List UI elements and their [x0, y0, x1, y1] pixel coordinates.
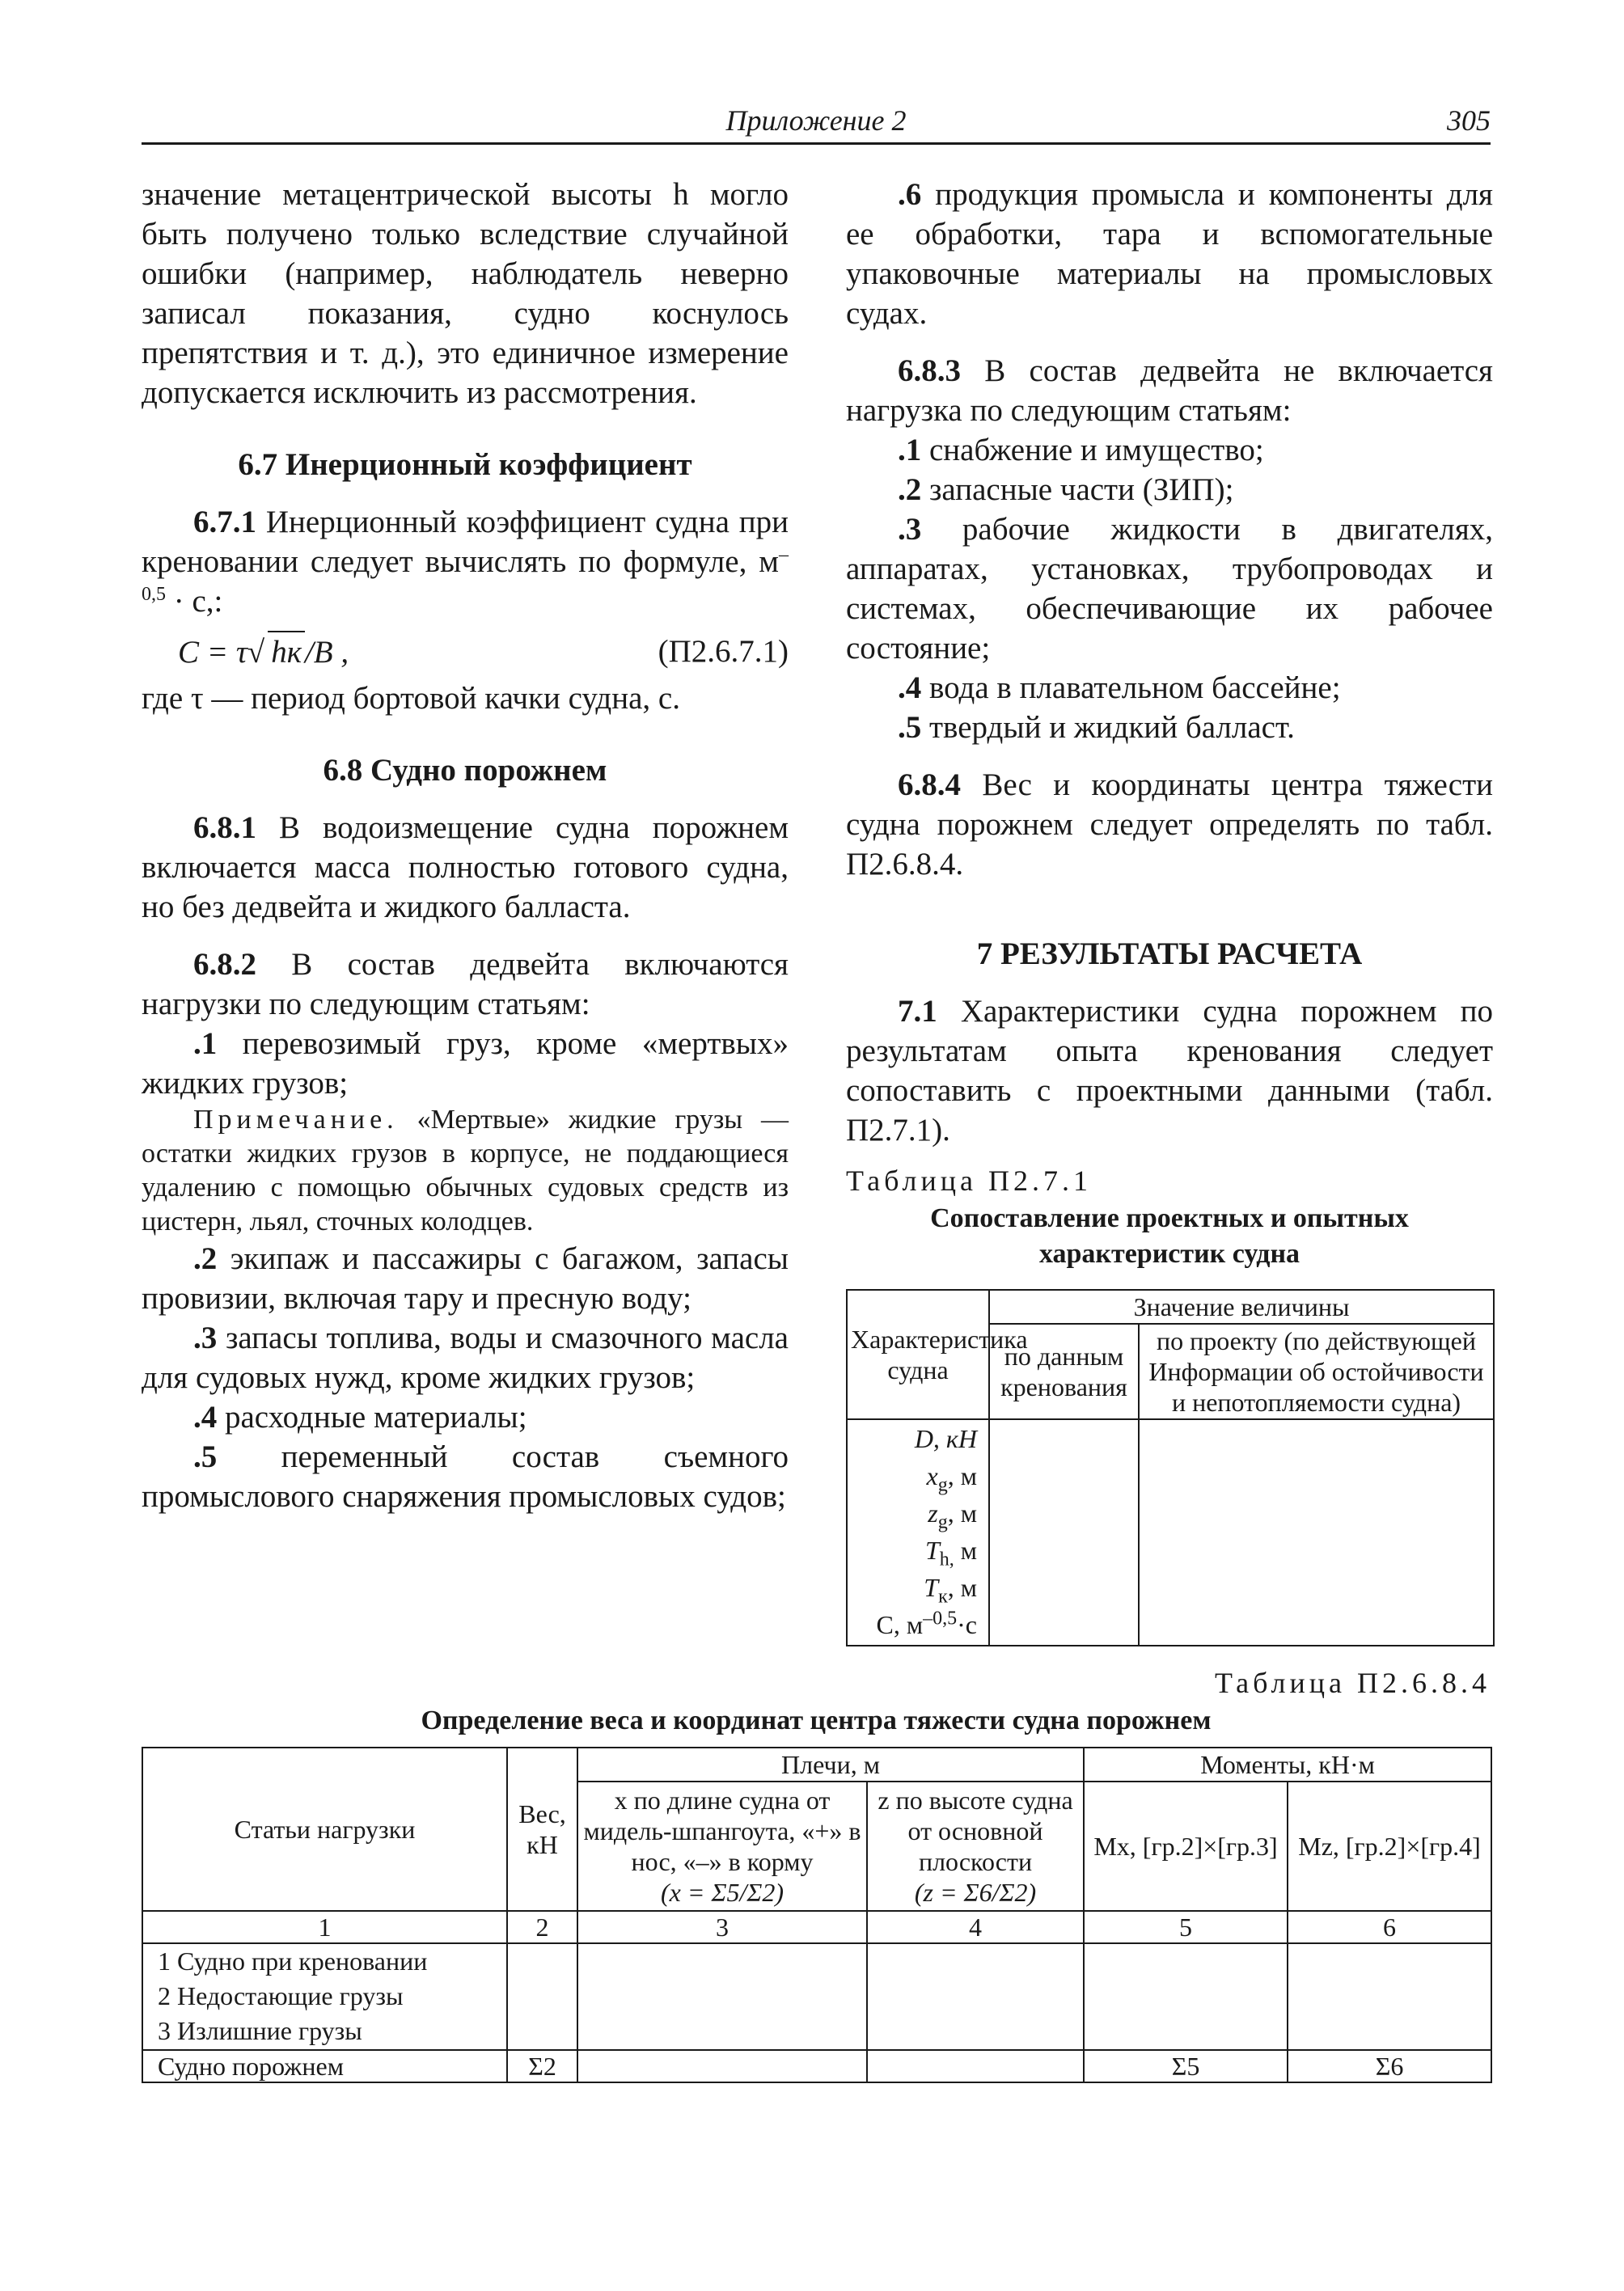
paragraph-number: 6.8.1: [193, 810, 256, 845]
table-header-cell: по проекту (по действующей Информации об остойчивости и непотопляемости судна): [1139, 1324, 1494, 1419]
paragraph-number: 6.7.1: [193, 505, 256, 539]
table-row-labels: [847, 1419, 989, 1646]
row-label-unit: , м: [947, 1498, 977, 1528]
row-label-text: D, кН: [914, 1424, 977, 1453]
total-row: [142, 2050, 1491, 2082]
paragraph-number: 6.8.2: [193, 947, 256, 982]
list-item: [142, 1239, 789, 1318]
header-title: Приложение 2: [725, 104, 907, 137]
row-label: [851, 1420, 977, 1457]
header-text: x по длине судна от мидель-шпангоута, «+» в нос, «–» в корму: [583, 1786, 861, 1876]
formula-explanation: где τ — период бортовой качки судна, с.: [142, 681, 680, 716]
paragraph-6-8-4: [846, 765, 1493, 884]
table-header-cell: Плечи, м: [577, 1748, 1084, 1782]
paragraph-6-8-2: [142, 945, 789, 1024]
table-title: Сопоставление проектных и опытных характеристик судна: [930, 1203, 1409, 1269]
paragraph-6-8-1: [142, 808, 789, 927]
list-item-text: вода в плавательном бассейне;: [929, 670, 1341, 705]
row-label-symbol: T: [924, 1536, 940, 1565]
table-row: [142, 1943, 1491, 2050]
row-label-symbol: T: [924, 1573, 939, 1602]
page-number: 305: [1447, 104, 1491, 137]
exponent: –0,5: [142, 544, 789, 605]
list-item: [846, 470, 1493, 509]
paragraph-number: 7.1: [898, 994, 937, 1029]
list-item-number: .1: [193, 1026, 218, 1061]
load-item: 3 Излишние грузы: [158, 2016, 362, 2045]
table-cell-empty: [989, 1419, 1139, 1646]
table-header-cell: Статьи нагрузки: [142, 1748, 507, 1911]
list-item-number: .4: [898, 670, 922, 705]
list-item-text: рабочие жидкости в двигателях, аппаратах, установках, трубопроводах и системах, обеспечивающие их рабочее состояние;: [846, 512, 1494, 666]
total-label: Судно порожнем: [142, 2050, 507, 2082]
table-cell-empty: [867, 2050, 1084, 2082]
column-number: 3: [577, 1911, 867, 1943]
column-number-row: [142, 1911, 1491, 1943]
paragraph-text-tail: · с,:: [173, 584, 223, 619]
table-title: Определение веса и координат центра тяжести судна порожнем: [421, 1706, 1212, 1735]
paragraph-text: Характеристики судна порожнем по результатам опыта кренования следует сопоставить с проектными данными (табл. П2.7.1).: [846, 994, 1493, 1148]
list-item: [142, 1397, 789, 1437]
row-label-unit: ·с: [957, 1610, 977, 1639]
list-item-text: переменный состав съемного промыслового снаряжения промысловых судов;: [142, 1439, 789, 1514]
list-item-number: .1: [898, 433, 922, 467]
table-header-cell: Mx, [гр.2]×[гр.3]: [1084, 1782, 1288, 1911]
list-item-number: .5: [193, 1439, 218, 1474]
row-label-symbol: C, м: [876, 1610, 924, 1639]
list-item: [142, 1437, 789, 1516]
load-item: 2 Недостающие грузы: [158, 1981, 404, 2010]
list-item-number: .3: [898, 512, 922, 547]
row-label: [851, 1569, 977, 1606]
table-header-cell: [577, 1782, 867, 1911]
row-label-sub: h,: [939, 1549, 954, 1570]
column-number: 2: [507, 1911, 577, 1943]
list-item: [142, 1318, 789, 1397]
row-label-symbol: z: [928, 1498, 938, 1528]
row-label-exp: –0,5: [923, 1608, 958, 1629]
left-column: [142, 175, 789, 1516]
list-item-number: .2: [898, 472, 922, 507]
row-label-sub: g: [937, 1474, 948, 1496]
row-label-unit: , м: [947, 1461, 977, 1490]
right-column: [846, 175, 1493, 1272]
table-cell-empty: [1139, 1419, 1494, 1646]
list-item-number: .2: [193, 1241, 218, 1276]
table-cell-empty: [1288, 1943, 1491, 2050]
list-item: [846, 509, 1493, 668]
paragraph-7-1: [846, 991, 1493, 1150]
running-header: [142, 104, 1491, 145]
list-item-number: .4: [193, 1400, 218, 1435]
table-cell-empty: [1084, 1943, 1288, 2050]
formula-body: [142, 631, 349, 672]
note-label: Примечание.: [193, 1105, 399, 1135]
table-header-cell: Характеристика судна: [847, 1290, 989, 1419]
list-item-text: расходные материалы;: [225, 1400, 527, 1435]
load-items-cell: [142, 1943, 507, 2050]
formula-lhs: C = τ: [178, 635, 247, 670]
formula-number: (П2.6.7.1): [658, 634, 789, 669]
list-item: [846, 708, 1493, 747]
table-header-cell: Mz, [гр.2]×[гр.4]: [1288, 1782, 1491, 1911]
list-item-text: продукция промысла и компоненты для ее обработки, тара и вспомогательные упаковочные материалы на промысловых судах.: [846, 177, 1493, 331]
paragraph-text: В состав дедвейта включаются нагрузки по следующим статьям:: [142, 947, 789, 1021]
table-header-cell: Моменты, кН·м: [1084, 1748, 1491, 1782]
list-item-text: запасные части (ЗИП);: [929, 472, 1234, 507]
row-label-symbol: x: [926, 1461, 938, 1490]
list-item-text: экипаж и пассажиры с багажом, запасы провизии, включая тару и пресную воду;: [142, 1241, 789, 1316]
formula-divisor: /B ,: [304, 635, 349, 670]
table-cell-empty: [867, 1943, 1084, 2050]
sum-cell: Σ5: [1084, 2050, 1288, 2082]
header-formula: (x = Σ5/Σ2): [660, 1878, 785, 1907]
list-item-text: снабжение и имущество;: [929, 433, 1264, 467]
table-header-cell: Значение величины: [989, 1290, 1494, 1324]
row-label-sub: к: [938, 1586, 948, 1608]
table-header-cell: по данным кренования: [989, 1324, 1139, 1419]
table-cell-empty: [507, 1943, 577, 2050]
column-number: 5: [1084, 1911, 1288, 1943]
row-label: [851, 1532, 977, 1569]
paragraph-6-7-1: [142, 502, 789, 621]
table-p2-7-1: [846, 1289, 1495, 1646]
table-p2-6-8-4: [142, 1747, 1492, 2083]
paragraph-text: В водоизмещение судна порожнем включается масса полностью готового судна, но без дедвейта и жидкого балласта.: [142, 810, 789, 924]
row-label-sub: g: [937, 1511, 948, 1533]
list-item: [142, 1024, 789, 1103]
section-6-7-heading: 6.7 Инерционный коэффициент: [238, 447, 692, 482]
list-item: [846, 668, 1493, 708]
list-item-number: .6: [898, 177, 922, 212]
sum-cell: Σ6: [1288, 2050, 1491, 2082]
column-number: 6: [1288, 1911, 1491, 1943]
sum-cell: Σ2: [507, 2050, 577, 2082]
list-item-text: твердый и жидкий балласт.: [929, 710, 1295, 745]
paragraph-text: В состав дедвейта не включается нагрузка по следующим статьям:: [846, 353, 1494, 428]
row-label: [851, 1606, 977, 1643]
table-cell-empty: [577, 1943, 867, 2050]
section-7-heading: 7 РЕЗУЛЬТАТЫ РАСЧЕТА: [976, 936, 1363, 971]
table-header-cell: Вес, кН: [507, 1748, 577, 1911]
paragraph-text: Инерционный коэффициент судна при креновании следует вычислять по формуле, м: [142, 505, 789, 579]
row-label: [851, 1494, 977, 1532]
column-number: 4: [867, 1911, 1084, 1943]
section-6-8-heading: 6.8 Судно порожнем: [323, 753, 607, 788]
table-caption: Таблица П2.7.1: [846, 1165, 1092, 1197]
table-header-cell: [867, 1782, 1084, 1911]
formula-radicand: hк: [268, 631, 305, 672]
header-formula: (z = Σ6/Σ2): [914, 1878, 1037, 1907]
paragraph-number: 6.8.3: [898, 353, 961, 388]
list-item-text: запасы топлива, воды и смазочного масла для судовых нужд, кроме жидких грузов;: [142, 1321, 789, 1395]
paragraph-6-8-3: [846, 351, 1493, 430]
paragraph-number: 6.8.4: [898, 767, 961, 802]
note-text: «Мертвые» жидкие грузы — остатки жидких грузов в корпусе, не поддающиеся удалению с помощью обычных судовых средств из цистерн, льял, сточных колодцев.: [142, 1105, 789, 1236]
row-label: [851, 1457, 977, 1494]
intro-paragraph: значение метацентрической высоты h могло быть получено только вследствие случайной ошибки (например, наблюдатель неверно записал показания, судно коснулось препятствия и т. д.), это единичное измерение допускается исключить из рассмотрения.: [142, 177, 789, 410]
paragraph-text: Вес и координаты центра тяжести судна порожнем следует определять по табл. П2.6.8.4.: [846, 767, 1493, 881]
formula-p2-6-7-1: [142, 631, 789, 672]
table-cell-empty: [577, 2050, 867, 2082]
list-item-number: .5: [898, 710, 922, 745]
note: [142, 1103, 789, 1239]
row-label-unit: , м: [947, 1573, 977, 1602]
row-label-unit: м: [954, 1536, 977, 1565]
table-caption: Таблица П2.6.8.4: [1215, 1667, 1491, 1699]
list-item: [846, 430, 1493, 470]
load-item: 1 Судно при креновании: [158, 1947, 428, 1976]
sqrt-sign: √: [247, 635, 265, 670]
list-item: [846, 175, 1493, 333]
list-item-number: .3: [193, 1321, 218, 1355]
header-text: z по высоте судна от основной плоскости: [878, 1786, 1073, 1876]
column-number: 1: [142, 1911, 507, 1943]
list-item-text: перевозимый груз, кроме «мертвых» жидких грузов;: [142, 1026, 789, 1101]
